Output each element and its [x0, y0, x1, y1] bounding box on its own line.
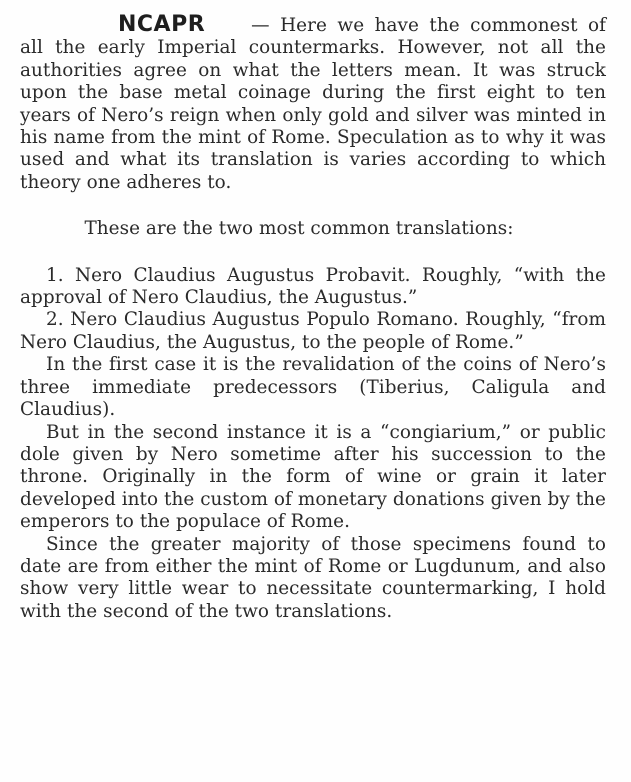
intro-text: — Here we have the commonest of all the early Imperial countermarks. However, not all the authorities agree on what the letters mean. It was struck upon the base metal coinage during the first eight to ten years of Nero’s reign when only gold and silver was minted in his name from the mint of Rome. Speculation as to why it was used and what its translation is varies according to which theory one adheres to.	[20, 15, 606, 193]
body-paragraph-3: Since the greater majority of those specimens found to date are from either the mint of Rome or Lugdunum, and also show very little wear to necessitate countermarking, I hold with the second of the two translations.	[20, 533, 606, 622]
translations-intro: These are the two most common translations:	[84, 218, 514, 240]
body-paragraph-2: But in the second instance it is a “congiarium,” or public dole given by Nero sometime after his succession to the throne. Originally in the form of wine or grain it later developed into the custom of monetary donations given by the emperors to the populace of Rome.	[20, 421, 606, 533]
countermark-title: NCAPR	[118, 12, 206, 37]
intro-paragraph	[20, 14, 606, 194]
spacer	[20, 241, 606, 265]
translation-item-2: 2. Nero Claudius Augustus Populo Romano. Roughly, “from Nero Claudius, the Augustus, to the people of Rome.”	[20, 309, 606, 353]
translation-item-1: 1. Nero Claudius Augustus Probavit. Roughly, “with the approval of Nero Claudius, the Augustus.”	[20, 264, 606, 309]
body-paragraph-1: In the first case it is the revalidation of the coins of Nero’s three immediate predecessors (Tiberius, Caligula and Claudius).	[20, 354, 606, 421]
article-text	[20, 14, 606, 623]
spacer	[20, 194, 606, 218]
